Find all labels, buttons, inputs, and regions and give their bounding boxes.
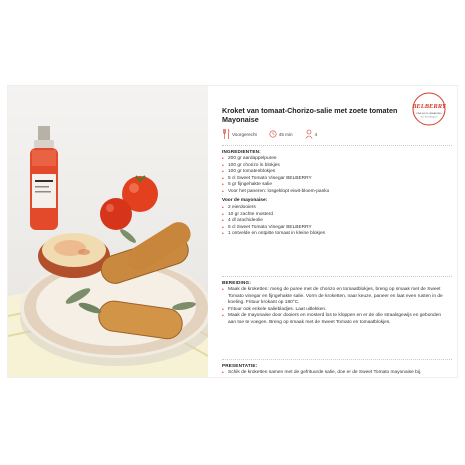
recipe-title: Kroket van tomaat-Chorizo-salie met zoete tomaten Mayonaise — [222, 106, 398, 124]
recipe-meta — [222, 128, 362, 140]
presentation-heading: PRESENTATIE: — [222, 363, 258, 368]
belberry-logo-mark — [412, 92, 446, 126]
divider — [222, 145, 452, 146]
ingredient-item: • Voor het paneren: losgeklopt eiwit-bloem-panko — [222, 189, 450, 196]
ingredients-heading: INGREDIENTEN: — [222, 149, 261, 154]
presentation-step: • Schik de kroketten samen met de gefrituurde salie, doe er de Sweet Tomato mayonaise bij. — [222, 370, 450, 377]
presentation-list — [222, 370, 450, 377]
preparation-step: • Maak de mayonaise door dooiers en mosterd los te kloppen en er de olie straalsgewijs en gebonden aan toe te voegen. Breng op smaak met de Sweet Tomato en tomaatblokjes. — [222, 313, 450, 326]
mayo-item: • 1 ontvelde en ontpitte tomaat in kleine blokjes — [222, 231, 450, 238]
preparation-list — [222, 287, 450, 327]
ingredients-list — [222, 156, 450, 196]
preparation-step: • Maak de kroketten: meng de puree met de chorizo en tomaatblokjes, breng op smaak met de Sweet Tomato vinegar en fijngehakte salie. Vorm de kroketten, naar keuze, paneer en laat even rusten in de koeling. Frituur krokant op 180°C. — [222, 287, 450, 307]
mayo-heading: Voor de mayonaise: — [222, 198, 268, 203]
belberry-logo — [412, 92, 446, 126]
food-photo — [8, 86, 208, 377]
mayo-item: • 2 eierdooiers — [222, 205, 450, 212]
recipe-content — [222, 86, 457, 377]
logo-subline: Est. Hand Belgium — [420, 116, 438, 119]
fork-knife-icon — [222, 129, 230, 139]
ingredient-item: • 5 gr fijngehakte salie — [222, 182, 450, 189]
preparation-step: • Frituur ook enkele saliebladjes. Laat uitlekken. — [222, 307, 450, 314]
mayo-item: • 10 gr zachte mosterd — [222, 212, 450, 219]
meta-servings-label: 4 — [314, 131, 318, 137]
meta-time — [269, 129, 293, 139]
preparation-heading: BEREIDING: — [222, 280, 252, 285]
mayo-item: • 4 dl arachideolie — [222, 218, 450, 225]
meta-course — [222, 129, 257, 139]
mayo-item: • 5 cl Sweet Tomato Vinegar BELBERRY — [222, 225, 450, 232]
meta-time-label: 45 min — [278, 131, 293, 137]
ingredient-item: • 100 gr tomatenblokjes — [222, 169, 450, 176]
recipe-page-spread — [8, 86, 457, 377]
person-icon — [305, 129, 313, 139]
clock-icon — [269, 129, 277, 139]
ingredient-item: • 5 cl Sweet Tomato Vinegar BELBERRY — [222, 176, 450, 183]
meta-servings — [305, 129, 318, 139]
divider — [222, 359, 452, 360]
ingredient-item: • 100 gr chorizo in blokjes — [222, 163, 450, 170]
divider — [222, 276, 452, 277]
logo-brand: BELBERRY — [412, 103, 446, 110]
logo-tagline: FINE FOOD CREATIONS — [416, 113, 442, 115]
ingredient-item: • 200 gr aardappelpuree — [222, 156, 450, 163]
food-photo-illustration — [8, 86, 208, 377]
meta-course-label: Voorgerecht — [232, 131, 257, 137]
mayo-list — [222, 205, 450, 238]
